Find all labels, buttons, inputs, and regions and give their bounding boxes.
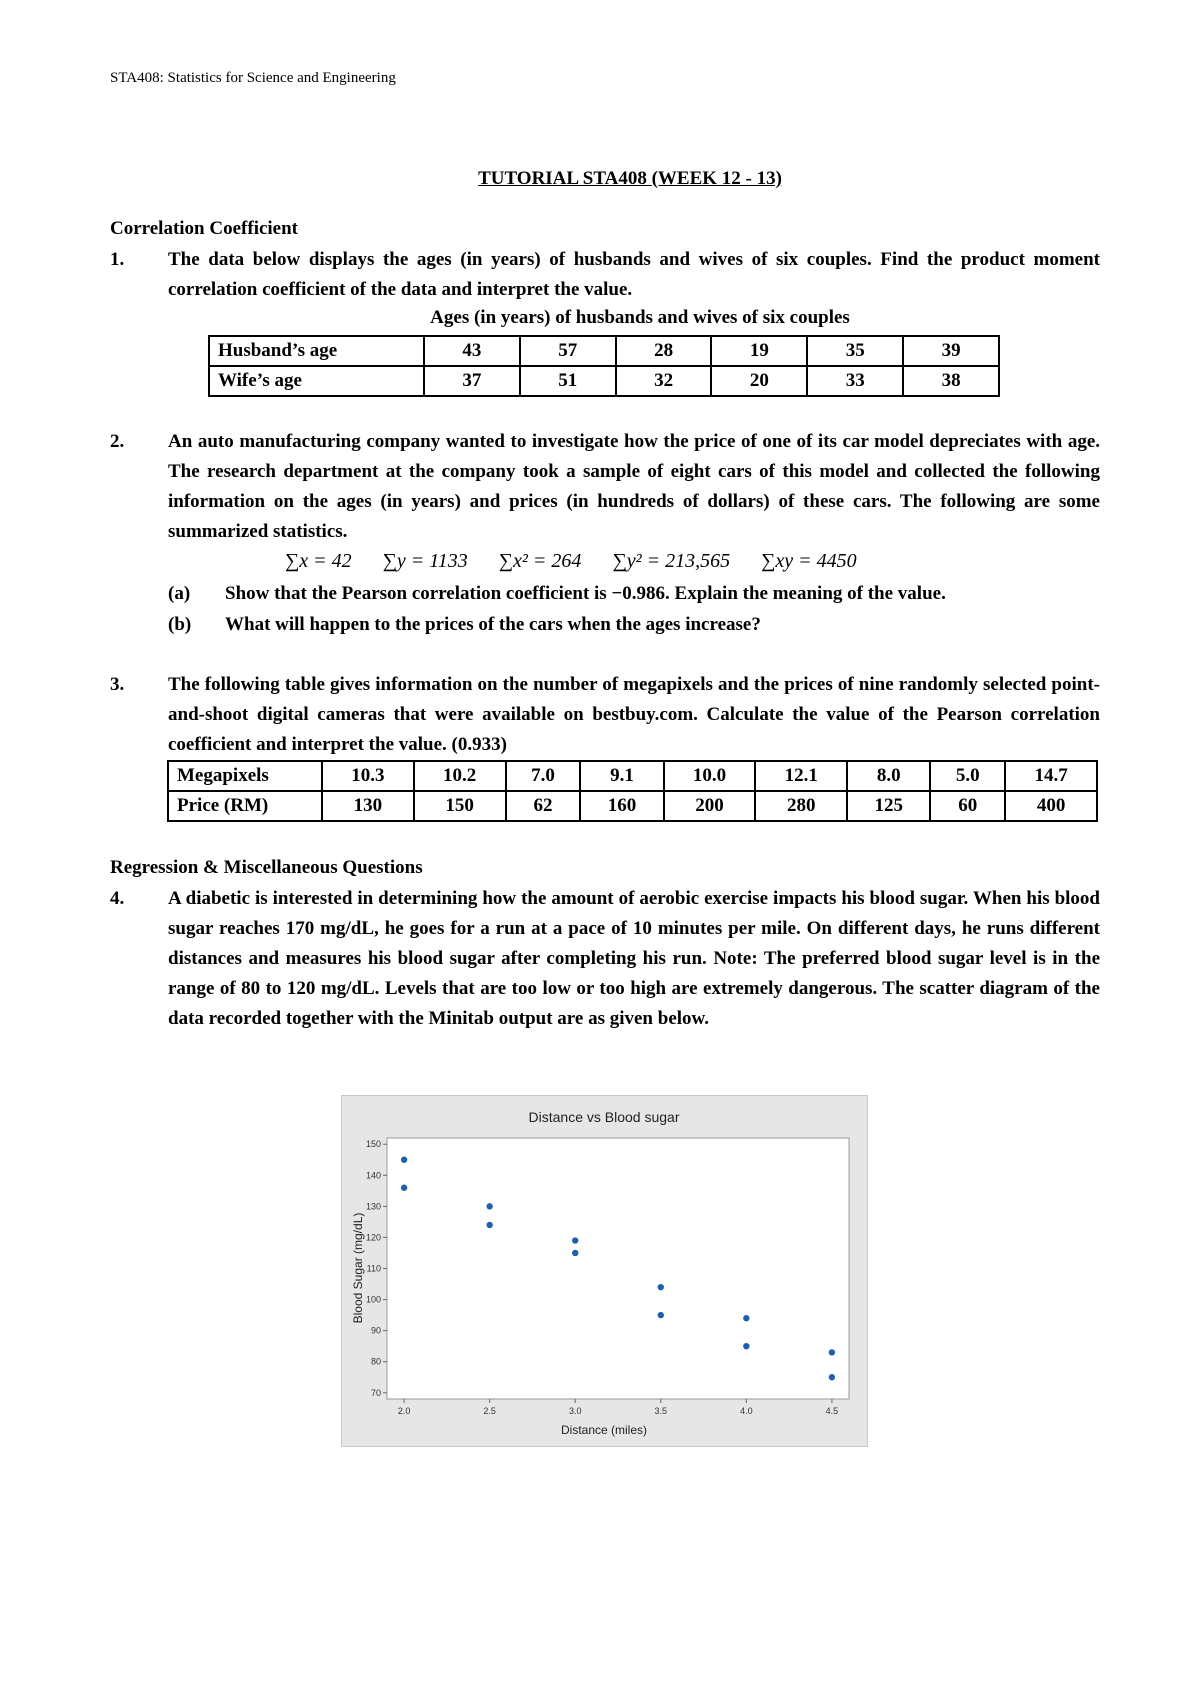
y-tick-label: 120: [365, 1232, 381, 1243]
table-cell: 10.2: [414, 761, 506, 791]
table-cell: 39: [903, 336, 999, 366]
x-axis-label: Distance (miles): [560, 1423, 648, 1437]
table-cell: 10.0: [664, 761, 756, 791]
table-cell: 130: [322, 791, 414, 821]
table-cell: 35: [807, 336, 903, 366]
table-cell: 7.0: [506, 761, 581, 791]
table-cell: 32: [616, 366, 712, 396]
question-3: [110, 670, 1100, 760]
data-point: [743, 1315, 749, 1321]
table-cell: 8.0: [847, 761, 930, 791]
x-tick-label: 2.0: [397, 1406, 411, 1416]
sub-question-text: Show that the Pearson correlation coefficient is −0.986. Explain the meaning of the value.: [225, 583, 946, 604]
table-row: [209, 336, 999, 366]
row-label: Megapixels: [168, 761, 322, 791]
table-cell: 28: [616, 336, 712, 366]
table-cell: 37: [424, 366, 520, 396]
table-cell: 200: [664, 791, 756, 821]
table-row: [168, 791, 1097, 821]
x-tick-label: 3.0: [568, 1406, 582, 1416]
sub-question-label: (b): [168, 614, 192, 635]
row-label: Price (RM): [168, 791, 322, 821]
table-row: [168, 761, 1097, 791]
question-2: [110, 427, 1100, 547]
y-tick-label: 80: [370, 1356, 381, 1367]
data-point: [658, 1312, 664, 1318]
sum-xy: ∑xy = 4450: [761, 550, 857, 572]
table-cell: 51: [520, 366, 616, 396]
table-cell: 19: [711, 336, 807, 366]
data-point: [486, 1203, 492, 1209]
sum-y-squared: ∑y² = 213,565: [612, 550, 731, 572]
row-label: Husband’s age: [209, 336, 424, 366]
y-axis-label: Blood Sugar (mg/dL): [351, 1212, 365, 1324]
sub-question-label: (a): [168, 583, 191, 604]
table-cell: 12.1: [755, 761, 847, 791]
y-tick-label: 90: [370, 1325, 381, 1336]
table-cell: 43: [424, 336, 520, 366]
table-cell: 38: [903, 366, 999, 396]
data-point: [401, 1157, 407, 1163]
data-point: [486, 1222, 492, 1228]
table-cell: 125: [847, 791, 930, 821]
y-tick-label: 70: [370, 1387, 381, 1398]
data-point: [658, 1284, 664, 1290]
sum-x: ∑x = 42: [285, 550, 352, 572]
table-cell: 280: [755, 791, 847, 821]
y-tick-label: 150: [365, 1139, 381, 1150]
data-point: [743, 1343, 749, 1349]
data-point: [829, 1374, 835, 1380]
table-row: [209, 366, 999, 396]
data-point: [572, 1250, 578, 1256]
table-cell: 60: [930, 791, 1005, 821]
table-cell: 57: [520, 336, 616, 366]
y-tick-label: 140: [365, 1170, 381, 1181]
table-cell: 9.1: [580, 761, 663, 791]
y-tick-label: 100: [365, 1294, 381, 1305]
question-number: 1.: [110, 249, 125, 270]
section-heading-correlation: Correlation Coefficient: [110, 218, 299, 239]
y-tick-label: 110: [366, 1263, 381, 1274]
table-cell: 14.7: [1005, 761, 1097, 791]
question-text: The following table gives information on the number of megapixels and the prices of nine randomly selected point-and-shoot digital cameras that were available on bestbuy.com. Calculate the value of the Pearson correlation coefficient and interpret the value. (0.933): [168, 674, 1100, 755]
ages-table: [208, 335, 1000, 397]
question-text: The data below displays the ages (in years) of husbands and wives of six couples. Find the product moment correlation coefficient of the data and interpret the value.: [168, 249, 1100, 300]
sum-y: ∑y = 1133: [382, 550, 468, 572]
question-number: 3.: [110, 674, 125, 695]
table-cell: 150: [414, 791, 506, 821]
question-text: A diabetic is interested in determining how the amount of aerobic exercise impacts his blood sugar. When his blood sugar reaches 170 mg/dL, he goes for a run at a pace of 10 minutes per mile. On different days, he runs different distances and measures his blood sugar after completing his run. Note: The preferred blood sugar level is in the range of 80 to 120 mg/dL. Levels that are too low or too high are extremely dangerous. The scatter diagram of the data recorded together with the Minitab output are as given below.: [168, 888, 1100, 1029]
data-point: [401, 1185, 407, 1191]
question-number: 4.: [110, 888, 125, 909]
x-tick-label: 3.5: [654, 1406, 668, 1416]
question-1: [110, 245, 1100, 305]
chart-title: Distance vs Blood sugar: [528, 1109, 680, 1125]
table-cell: 400: [1005, 791, 1097, 821]
scatter-chart: [341, 1095, 868, 1447]
sum-x-squared: ∑x² = 264: [498, 550, 582, 572]
table-caption: Ages (in years) of husbands and wives of six couples: [430, 307, 850, 328]
x-tick-label: 4.5: [825, 1406, 839, 1416]
scatter-chart-svg: [342, 1096, 867, 1446]
summary-statistics: [285, 550, 883, 573]
camera-table: [167, 760, 1098, 822]
question-number: 2.: [110, 431, 125, 452]
data-point: [572, 1237, 578, 1243]
table-cell: 160: [580, 791, 663, 821]
sub-question-text: What will happen to the prices of the cars when the ages increase?: [225, 614, 761, 635]
x-tick-label: 2.5: [483, 1406, 496, 1416]
table-cell: 10.3: [322, 761, 414, 791]
plot-area: [387, 1138, 849, 1399]
table-cell: 62: [506, 791, 581, 821]
x-tick-label: 4.0: [740, 1406, 753, 1416]
page-header: STA408: Statistics for Science and Engineering: [110, 70, 396, 86]
row-label: Wife’s age: [209, 366, 424, 396]
table-cell: 5.0: [930, 761, 1005, 791]
data-point: [829, 1349, 835, 1355]
page-title: TUTORIAL STA408 (WEEK 12 - 13): [478, 168, 782, 189]
section-heading-regression: Regression & Miscellaneous Questions: [110, 857, 423, 878]
question-4: [110, 884, 1100, 1034]
table-cell: 20: [711, 366, 807, 396]
table-cell: 33: [807, 366, 903, 396]
y-tick-label: 130: [365, 1201, 381, 1212]
question-text: An auto manufacturing company wanted to investigate how the price of one of its car model depreciates with age. The research department at the company took a sample of eight cars of this model and collected the following information on the ages (in years) and prices (in hundreds of dollars) of these cars. The following are some summarized statistics.: [168, 431, 1100, 542]
